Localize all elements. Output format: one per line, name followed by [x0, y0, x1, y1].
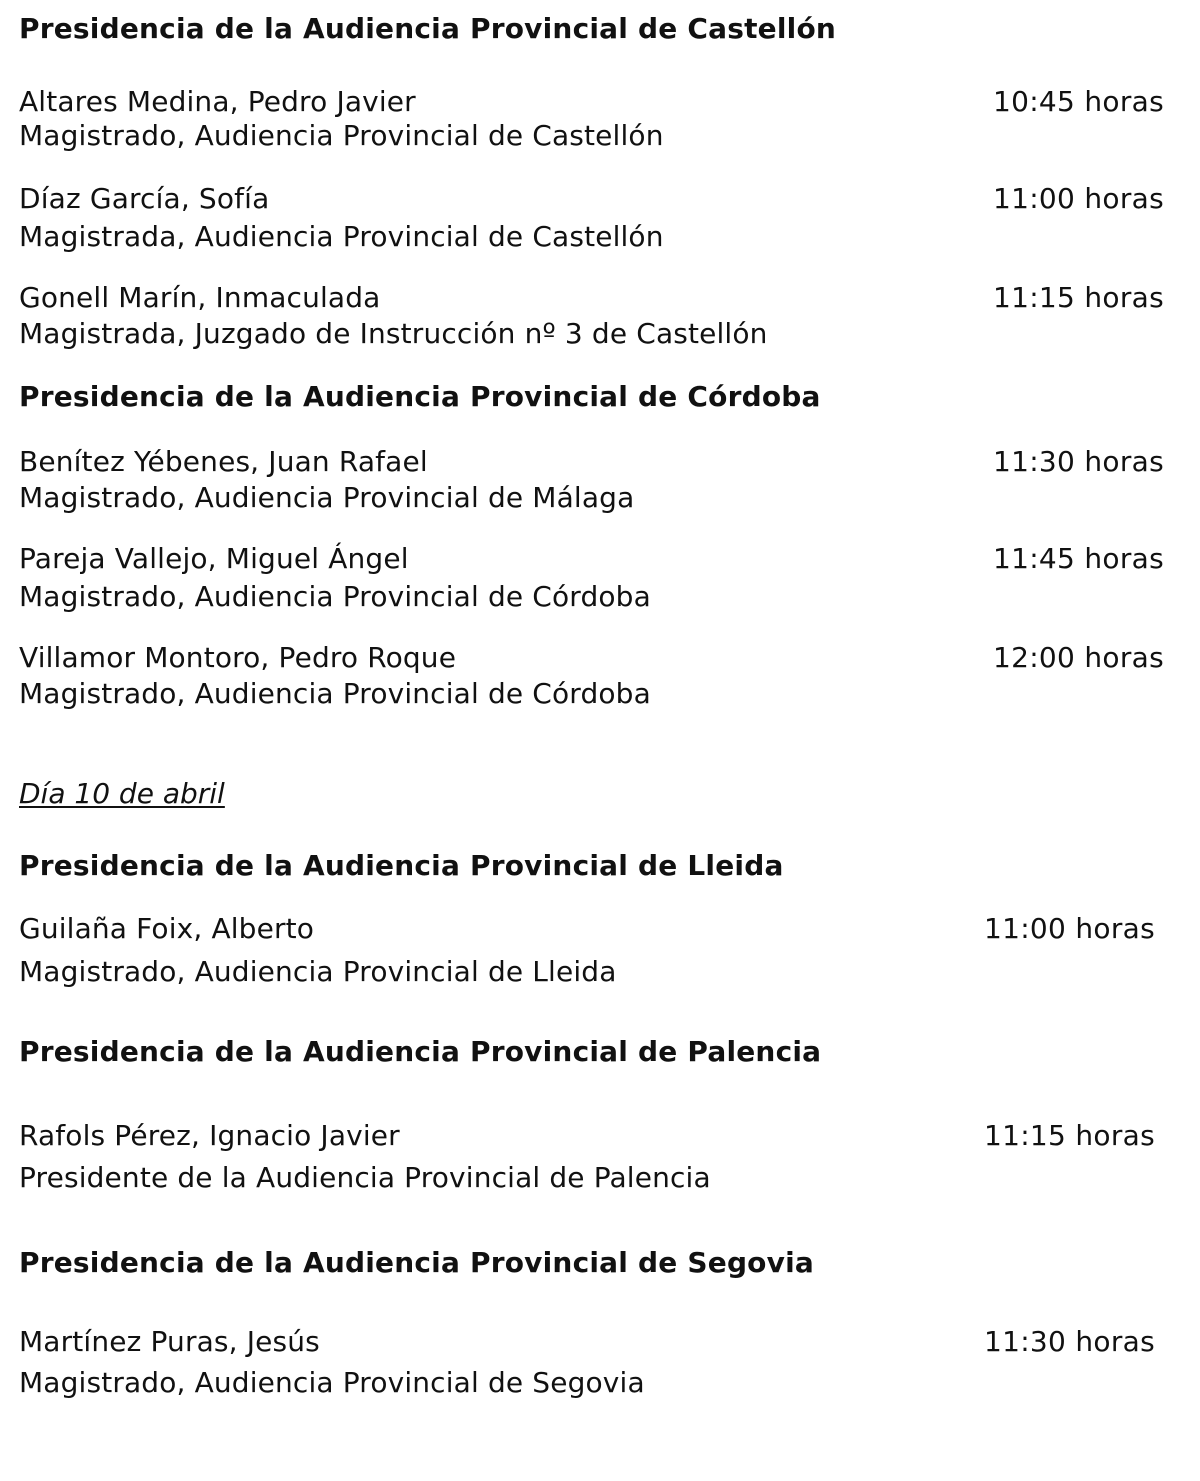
entry-name: Díaz García, Sofía	[19, 182, 270, 215]
entry-name: Martínez Puras, Jesús	[19, 1325, 320, 1358]
section-heading-cordoba: Presidencia de la Audiencia Provincial de Córdoba	[19, 380, 821, 413]
entry-name: Rafols Pérez, Ignacio Javier	[19, 1119, 400, 1152]
entry-position: Magistrado, Audiencia Provincial de Málaga	[19, 481, 635, 514]
section-heading-castellon: Presidencia de la Audiencia Provincial de Castellón	[19, 12, 837, 45]
entry-name: Benítez Yébenes, Juan Rafael	[19, 445, 428, 478]
day-label: Día 10 de abril	[19, 777, 225, 810]
entry-position: Magistrada, Audiencia Provincial de Castellón	[19, 220, 664, 253]
entry-time: 11:30 horas	[992, 445, 1164, 478]
entry-position: Magistrado, Audiencia Provincial de Córdoba	[19, 580, 651, 613]
entry-position: Magistrado, Audiencia Provincial de Lleida	[19, 955, 617, 988]
section-heading-lleida: Presidencia de la Audiencia Provincial de Lleida	[19, 849, 784, 882]
entry-time: 12:00 horas	[992, 641, 1164, 674]
entry-name: Altares Medina, Pedro Javier	[19, 85, 416, 118]
entry-position: Presidente de la Audiencia Provincial de Palencia	[19, 1161, 711, 1194]
entry-time: 10:45 horas	[992, 85, 1164, 118]
entry-time: 11:00 horas	[983, 912, 1155, 945]
entry-name: Gonell Marín, Inmaculada	[19, 281, 381, 314]
entry-position: Magistrado, Audiencia Provincial de Segovia	[19, 1366, 645, 1399]
entry-time: 11:45 horas	[992, 542, 1164, 575]
entry-time: 11:15 horas	[983, 1119, 1155, 1152]
entry-position: Magistrado, Audiencia Provincial de Castellón	[19, 119, 664, 152]
entry-time: 11:30 horas	[983, 1325, 1155, 1358]
entry-name: Pareja Vallejo, Miguel Ángel	[19, 542, 409, 575]
entry-position: Magistrada, Juzgado de Instrucción nº 3 de Castellón	[19, 317, 768, 350]
section-heading-segovia: Presidencia de la Audiencia Provincial de Segovia	[19, 1246, 814, 1279]
entry-position: Magistrado, Audiencia Provincial de Córdoba	[19, 677, 651, 710]
entry-time: 11:00 horas	[992, 182, 1164, 215]
entry-name: Villamor Montoro, Pedro Roque	[19, 641, 457, 674]
entry-name: Guilaña Foix, Alberto	[19, 912, 315, 945]
section-heading-palencia: Presidencia de la Audiencia Provincial de Palencia	[19, 1035, 822, 1068]
entry-time: 11:15 horas	[992, 281, 1164, 314]
